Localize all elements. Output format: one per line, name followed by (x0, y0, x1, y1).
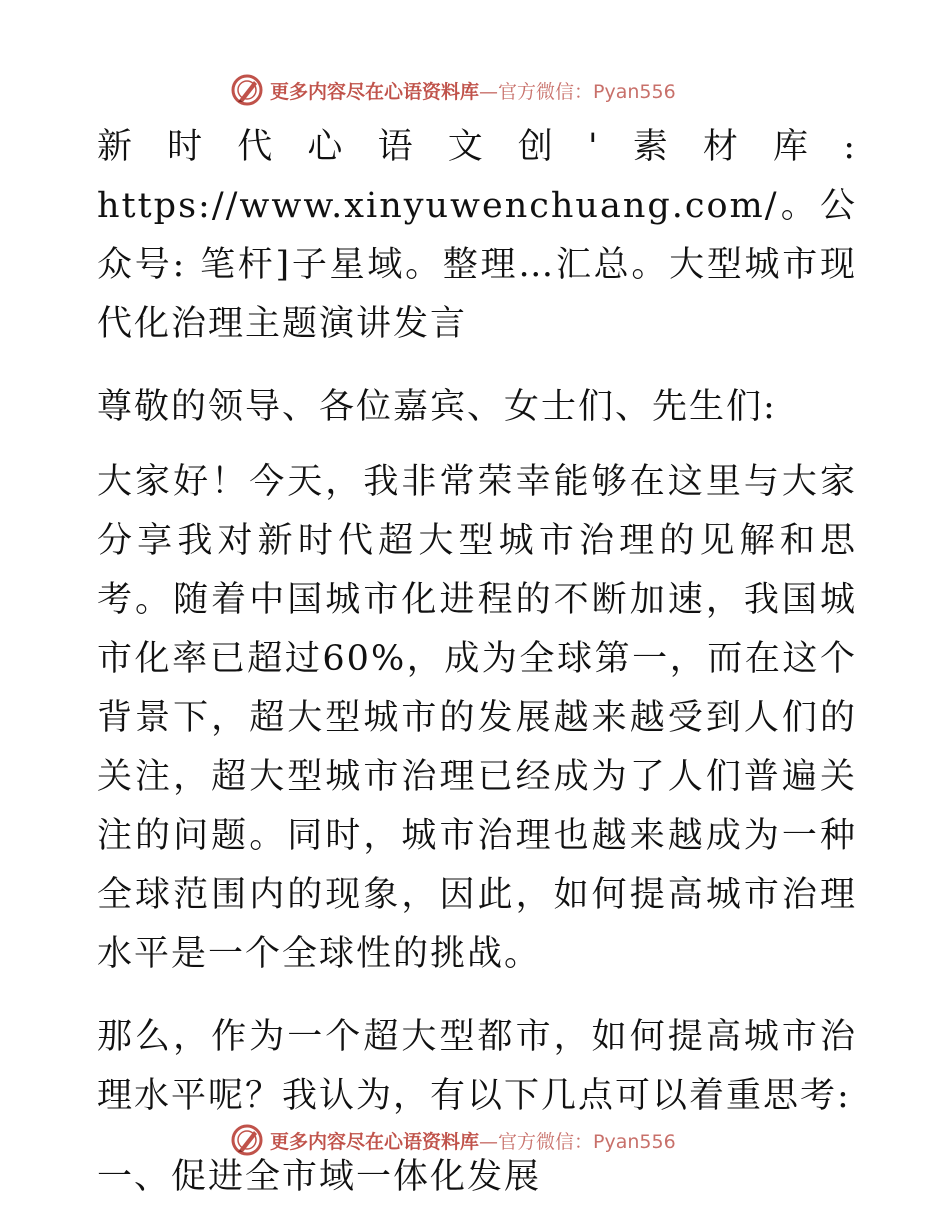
title-paragraph: 新时代心语文创'素材库: https://www.xinyuwenchuang.com/。公众号: 笔杆]子星域。整理…汇总。大型城市现代化治理主题演讲发言 (97, 127, 857, 344)
banner-separator: — (479, 80, 499, 103)
banner-main: 更多内容尽在心语资料库 (270, 1130, 480, 1153)
greeting-paragraph: 尊敬的领导、各位嘉宾、女士们、先生们: (97, 387, 777, 427)
question-paragraph: 那么，作为一个超大型都市，如何提高城市治理水平呢？我认为，有以下几点可以着重思考: (97, 1017, 857, 1116)
banner-wechat-label: 官方微信： (498, 80, 594, 103)
banner-separator: — (479, 1130, 499, 1153)
banner-text (270, 1127, 676, 1154)
intro-paragraph: 大家好！今天，我非常荣幸能够在这里与大家分享我对新时代超大型城市治理的见解和思考。随着中国城市化进程的不断加速，我国城市化率已超过60%，成为全球第一，而在这个背景下，超大型城市的发展越来越受到人们的关注，超大型城市治理已经成为了人们普遍关注的问题。同时，城市治理也越来越成为一种全球范围内的现象，因此，如何提高城市治理水平是一个全球性的挑战。 (97, 462, 857, 974)
banner-wechat-label: 官方微信： (498, 1130, 594, 1153)
section-heading-1: 一、促进全市域一体化发展 (97, 1157, 542, 1197)
pen-seal-icon (230, 73, 264, 107)
banner-text (270, 77, 676, 104)
pen-seal-icon (230, 1123, 264, 1157)
footer-banner (230, 1122, 676, 1158)
document-body (97, 118, 857, 1207)
banner-wechat-id: Pyan556 (593, 80, 676, 103)
banner-main: 更多内容尽在心语资料库 (270, 80, 480, 103)
banner-wechat-id: Pyan556 (593, 1130, 676, 1153)
header-banner (230, 72, 676, 108)
